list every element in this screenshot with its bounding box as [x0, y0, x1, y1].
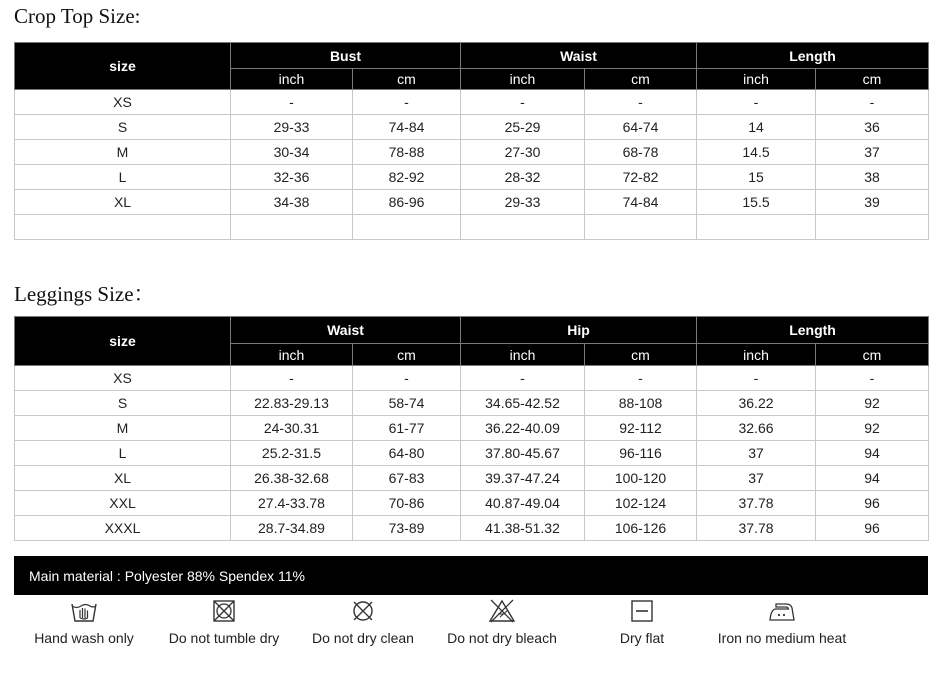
measurement-cell: 24-30.31: [231, 416, 353, 441]
size-cell: XL: [15, 190, 231, 215]
table-row: [15, 215, 929, 240]
care-item-no-tumble-dry: [154, 598, 294, 646]
table-row: [15, 90, 929, 115]
iron-medium-heat-icon: [767, 598, 797, 624]
care-label: Do not dry clean: [312, 630, 414, 646]
no-bleach-icon: [487, 598, 517, 624]
measurement-cell: 36.22-40.09: [461, 416, 585, 441]
length-header: Length: [697, 43, 929, 69]
measurement-cell: [585, 215, 697, 240]
care-label: Do not tumble dry: [168, 630, 280, 646]
measurement-cell: -: [697, 366, 816, 391]
size-cell: XS: [15, 366, 231, 391]
unit-header: cm: [585, 69, 697, 90]
measurement-cell: -: [353, 366, 461, 391]
measurement-cell: -: [816, 90, 929, 115]
measurement-cell: 102-124: [585, 491, 697, 516]
size-cell: [15, 215, 231, 240]
measurement-cell: -: [231, 90, 353, 115]
waist-header: Waist: [231, 317, 461, 344]
material-text: Main material : Polyester 88% Spendex 11%: [29, 567, 305, 584]
measurement-cell: 22.83-29.13: [231, 391, 353, 416]
care-item-hand-wash: [14, 598, 154, 646]
table-row: [15, 466, 929, 491]
measurement-cell: [231, 215, 353, 240]
measurement-cell: 70-86: [353, 491, 461, 516]
measurement-cell: 64-74: [585, 115, 697, 140]
measurement-cell: 92: [816, 391, 929, 416]
size-cell: XS: [15, 90, 231, 115]
material-banner: [14, 556, 928, 595]
dry-flat-icon: [629, 598, 655, 624]
size-cell: S: [15, 391, 231, 416]
measurement-cell: 37: [816, 140, 929, 165]
measurement-cell: 15: [697, 165, 816, 190]
measurement-cell: 72-82: [585, 165, 697, 190]
measurement-cell: 37.78: [697, 491, 816, 516]
care-item-iron-medium-heat: [712, 598, 852, 646]
crop-top-table-body: [15, 90, 929, 240]
measurement-cell: -: [816, 366, 929, 391]
measurement-cell: 32-36: [231, 165, 353, 190]
waist-header: Waist: [461, 43, 697, 69]
measurement-cell: -: [585, 366, 697, 391]
table-row: [15, 441, 929, 466]
no-tumble-dry-icon: [211, 598, 237, 624]
size-cell: M: [15, 416, 231, 441]
measurement-cell: 94: [816, 441, 929, 466]
measurement-cell: 37: [697, 466, 816, 491]
no-dry-clean-icon: [350, 598, 376, 624]
measurement-cell: 14: [697, 115, 816, 140]
measurement-cell: 39.37-47.24: [461, 466, 585, 491]
measurement-cell: 96-116: [585, 441, 697, 466]
measurement-cell: 88-108: [585, 391, 697, 416]
measurement-cell: 67-83: [353, 466, 461, 491]
measurement-cell: 15.5: [697, 190, 816, 215]
length-header: Length: [697, 317, 929, 344]
measurement-cell: [697, 215, 816, 240]
size-cell: L: [15, 165, 231, 190]
measurement-cell: 73-89: [353, 516, 461, 541]
size-cell: S: [15, 115, 231, 140]
table-row: [15, 140, 929, 165]
measurement-cell: 28.7-34.89: [231, 516, 353, 541]
measurement-cell: 26.38-32.68: [231, 466, 353, 491]
measurement-cell: [461, 215, 585, 240]
size-header: size: [15, 43, 231, 90]
table-row: [15, 115, 929, 140]
size-cell: L: [15, 441, 231, 466]
measurement-cell: 37: [697, 441, 816, 466]
leggings-title: Leggings Size：: [14, 282, 155, 306]
unit-header: inch: [697, 69, 816, 90]
measurement-cell: 74-84: [353, 115, 461, 140]
measurement-cell: 58-74: [353, 391, 461, 416]
size-header: size: [15, 317, 231, 366]
crop-top-title: Crop Top Size:: [14, 4, 141, 28]
unit-header: cm: [353, 69, 461, 90]
size-cell: M: [15, 140, 231, 165]
measurement-cell: -: [461, 366, 585, 391]
care-label: Dry flat: [619, 630, 665, 646]
size-cell: XXXL: [15, 516, 231, 541]
measurement-cell: 38: [816, 165, 929, 190]
care-label: Iron no medium heat: [717, 630, 847, 646]
measurement-cell: 28-32: [461, 165, 585, 190]
unit-header: inch: [697, 344, 816, 366]
measurement-cell: -: [353, 90, 461, 115]
unit-header: inch: [461, 69, 585, 90]
unit-header: cm: [816, 69, 929, 90]
hand-wash-icon: [69, 598, 99, 624]
measurement-cell: -: [585, 90, 697, 115]
table-row: [15, 516, 929, 541]
measurement-cell: 27-30: [461, 140, 585, 165]
measurement-cell: 92: [816, 416, 929, 441]
care-label: Do not dry bleach: [447, 630, 557, 646]
measurement-cell: [353, 215, 461, 240]
hip-header: Hip: [461, 317, 697, 344]
measurement-cell: 25-29: [461, 115, 585, 140]
measurement-cell: 96: [816, 516, 929, 541]
care-item-dry-flat: [572, 598, 712, 646]
unit-header: cm: [353, 344, 461, 366]
measurement-cell: 39: [816, 190, 929, 215]
care-item-no-dry-clean: [293, 598, 433, 646]
leggings-table-body: [15, 366, 929, 541]
measurement-cell: 14.5: [697, 140, 816, 165]
unit-header: inch: [231, 69, 353, 90]
leggings-size-table: [14, 316, 929, 541]
measurement-cell: 37.80-45.67: [461, 441, 585, 466]
unit-header: inch: [231, 344, 353, 366]
measurement-cell: 25.2-31.5: [231, 441, 353, 466]
measurement-cell: 34.65-42.52: [461, 391, 585, 416]
measurement-cell: 68-78: [585, 140, 697, 165]
measurement-cell: 106-126: [585, 516, 697, 541]
crop-top-size-table: [14, 42, 929, 240]
measurement-cell: 41.38-51.32: [461, 516, 585, 541]
measurement-cell: 86-96: [353, 190, 461, 215]
table-row: [15, 491, 929, 516]
unit-header: cm: [816, 344, 929, 366]
measurement-cell: 29-33: [461, 190, 585, 215]
measurement-cell: 78-88: [353, 140, 461, 165]
measurement-cell: 94: [816, 466, 929, 491]
bust-header: Bust: [231, 43, 461, 69]
measurement-cell: 96: [816, 491, 929, 516]
measurement-cell: 92-112: [585, 416, 697, 441]
unit-header: cm: [585, 344, 697, 366]
measurement-cell: [816, 215, 929, 240]
measurement-cell: 100-120: [585, 466, 697, 491]
size-cell: XXL: [15, 491, 231, 516]
size-cell: XL: [15, 466, 231, 491]
table-row: [15, 366, 929, 391]
care-label: Hand wash only: [34, 630, 134, 646]
measurement-cell: 64-80: [353, 441, 461, 466]
measurement-cell: 36.22: [697, 391, 816, 416]
care-item-no-bleach: [432, 598, 572, 646]
measurement-cell: -: [461, 90, 585, 115]
unit-header: inch: [461, 344, 585, 366]
measurement-cell: 34-38: [231, 190, 353, 215]
table-row: [15, 416, 929, 441]
measurement-cell: 61-77: [353, 416, 461, 441]
measurement-cell: 40.87-49.04: [461, 491, 585, 516]
measurement-cell: 29-33: [231, 115, 353, 140]
measurement-cell: 30-34: [231, 140, 353, 165]
table-row: [15, 391, 929, 416]
table-row: [15, 190, 929, 215]
measurement-cell: 74-84: [585, 190, 697, 215]
measurement-cell: -: [697, 90, 816, 115]
measurement-cell: 37.78: [697, 516, 816, 541]
table-row: [15, 165, 929, 190]
measurement-cell: 82-92: [353, 165, 461, 190]
measurement-cell: 36: [816, 115, 929, 140]
measurement-cell: 32.66: [697, 416, 816, 441]
measurement-cell: -: [231, 366, 353, 391]
measurement-cell: 27.4-33.78: [231, 491, 353, 516]
